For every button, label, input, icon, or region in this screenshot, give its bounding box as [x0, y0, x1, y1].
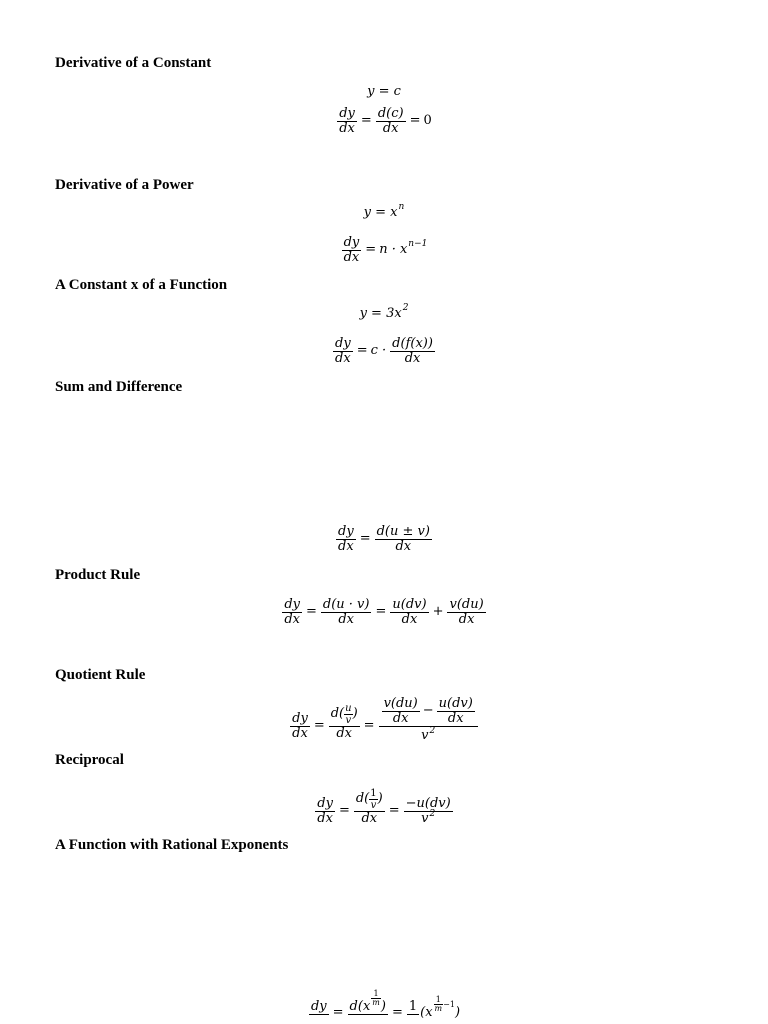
equals-sign: = — [409, 113, 421, 128]
heading-derivative-of-a-constant: Derivative of a Constant — [55, 55, 212, 71]
heading-product-rule: Product Rule — [55, 567, 141, 583]
heading-rational-exponents: A Function with Rational Exponents — [55, 837, 289, 853]
u-dv-fraction — [437, 697, 475, 726]
equals-sign: = — [305, 604, 317, 619]
u-over-v-fraction — [344, 703, 352, 726]
numerator: dy — [339, 105, 355, 121]
numerator: d(u ± v) — [376, 523, 430, 539]
one-over-m-coefficient — [407, 1000, 419, 1015]
denominator: dx — [339, 120, 355, 136]
differential-open: d( — [355, 791, 370, 806]
numerator — [354, 788, 385, 812]
equals-sign: = — [375, 604, 387, 619]
numerator — [379, 697, 478, 727]
dy-fraction — [309, 1000, 329, 1015]
dy-dx-fraction — [315, 797, 335, 826]
denominator — [379, 727, 478, 756]
result-value: 0 — [423, 113, 432, 128]
definition-text: y = c — [367, 84, 401, 99]
denominator: dx — [338, 538, 354, 554]
exponent: 2 — [402, 302, 409, 313]
numerator: dy — [338, 523, 354, 539]
numerator: u(dv) — [438, 695, 473, 711]
denominator: v — [370, 799, 377, 811]
constant-multiple-derivative-equation — [0, 336, 768, 366]
power-definition-equation — [0, 201, 768, 221]
equals-sign: = — [313, 718, 325, 733]
numerator: u — [345, 702, 352, 714]
heading-reciprocal: Reciprocal — [55, 752, 124, 768]
reciprocal-equation — [0, 786, 768, 836]
d-one-over-v-fraction — [354, 788, 385, 835]
denominator: v — [345, 714, 352, 726]
one-over-m-fraction — [371, 990, 381, 1007]
denominator: dx — [404, 350, 421, 366]
exponent-tail: −1 — [443, 999, 455, 1009]
denominator: dx — [382, 120, 399, 136]
exponent: n−1 — [408, 238, 428, 249]
denominator: dx — [338, 611, 355, 627]
equals-sign: = — [391, 1005, 403, 1020]
numerator: d(u · v) — [322, 596, 370, 612]
equals-sign: = — [332, 1005, 344, 1020]
exponent: 2 — [429, 726, 436, 736]
rational-exponents-equation — [0, 984, 768, 1020]
denominator: dx — [392, 710, 409, 726]
numerator: dy — [292, 710, 308, 726]
equals-sign: = — [359, 531, 371, 546]
denominator: m — [434, 1004, 443, 1013]
numerator: dy — [335, 335, 351, 351]
exponent — [371, 990, 381, 1007]
one-over-v-fraction — [369, 788, 377, 811]
numerator: 1 — [371, 990, 381, 999]
plus-sign: + — [432, 604, 444, 619]
denominator: dx — [317, 810, 333, 826]
dy-dx-fraction — [342, 236, 362, 265]
constant-coefficient: c · — [370, 343, 387, 358]
dy-dx-fraction — [337, 107, 357, 136]
close-paren: ) — [454, 1005, 461, 1020]
denominator-base: v — [421, 727, 429, 743]
numerator: dy — [310, 999, 327, 1014]
u-dv-fraction — [390, 598, 428, 627]
constant-derivative-equation — [0, 106, 768, 136]
denominator: dx — [284, 611, 300, 627]
exponent — [434, 996, 455, 1013]
denominator: dx — [395, 538, 412, 554]
exponent: n — [398, 201, 405, 212]
denominator: dx — [336, 725, 353, 741]
constant-multiple-definition-equation — [0, 302, 768, 322]
equals-sign: = — [365, 242, 377, 257]
dy-dx-fraction — [333, 337, 353, 366]
numerator: v(du) — [383, 695, 418, 711]
dc-dx-fraction — [376, 107, 406, 136]
equals-sign: = — [338, 803, 350, 818]
d-uv-fraction — [321, 598, 372, 627]
close-paren: ) — [380, 999, 386, 1014]
dfx-dx-fraction — [390, 337, 435, 366]
d-x-power-fraction — [348, 990, 388, 1015]
close-paren: ) — [352, 706, 358, 721]
denominator: dx — [292, 725, 308, 741]
numerator: u(dv) — [392, 596, 427, 612]
open-paren-x: (x — [420, 1005, 433, 1020]
denominator: dx — [361, 810, 378, 826]
numerator: v(du) — [449, 596, 484, 612]
power-derivative-equation — [0, 235, 768, 265]
denominator: m — [372, 998, 380, 1007]
numerator — [329, 703, 360, 727]
numerator: 1 — [370, 787, 377, 799]
differential-open: d(x — [349, 999, 371, 1014]
reciprocal-result-fraction — [404, 797, 453, 826]
d-u-over-v-fraction — [329, 703, 360, 750]
equals-sign: = — [363, 718, 375, 733]
heading-sum-and-difference: Sum and Difference — [55, 379, 183, 395]
numerator: dy — [284, 596, 300, 612]
numerator: dy — [317, 795, 333, 811]
numerator: −u(dv) — [405, 795, 451, 811]
quotient-result-fraction — [379, 697, 478, 756]
v-du-fraction — [382, 697, 420, 726]
dy-dx-fraction — [336, 525, 356, 554]
dy-dx-fraction — [290, 712, 310, 741]
equals-sign: = — [356, 343, 368, 358]
denominator: dx — [401, 611, 418, 627]
one-over-m-fraction — [434, 996, 444, 1013]
denominator: dx — [458, 611, 475, 627]
numerator: dy — [343, 234, 360, 250]
denominator-base: v — [421, 810, 429, 826]
sum-difference-equation — [0, 524, 768, 554]
numerator: d(c) — [377, 105, 404, 121]
denominator — [404, 809, 453, 826]
equals-sign: = — [360, 113, 372, 128]
numerator: 1 — [434, 996, 444, 1005]
denominator: dx — [335, 350, 351, 366]
minus-sign: − — [422, 703, 434, 718]
differential-open: d( — [330, 706, 345, 721]
heading-derivative-of-a-power: Derivative of a Power — [55, 177, 194, 193]
power-rule-base: n · x — [379, 242, 408, 257]
denominator: dx — [447, 710, 464, 726]
numerator — [348, 990, 388, 1015]
equals-sign: = — [388, 803, 400, 818]
heading-constant-times-function: A Constant x of a Function — [55, 277, 228, 293]
v-squared — [421, 809, 436, 826]
product-rule-equation — [0, 597, 768, 627]
dy-dx-fraction — [282, 598, 302, 627]
definition-base: y = 3x — [359, 306, 402, 321]
constant-definition-equation — [0, 84, 768, 100]
v-du-fraction — [447, 598, 485, 627]
quotient-rule-equation — [0, 696, 768, 756]
d-u-plusminus-v-fraction — [375, 525, 432, 554]
numerator: d(f(x)) — [392, 335, 433, 351]
numerator: 1 — [408, 999, 418, 1014]
exponent: 2 — [429, 809, 436, 819]
close-paren: ) — [377, 791, 383, 806]
denominator: dx — [343, 249, 360, 265]
v-squared — [421, 726, 436, 743]
heading-quotient-rule: Quotient Rule — [55, 667, 146, 683]
definition-base: y = x — [363, 205, 398, 220]
